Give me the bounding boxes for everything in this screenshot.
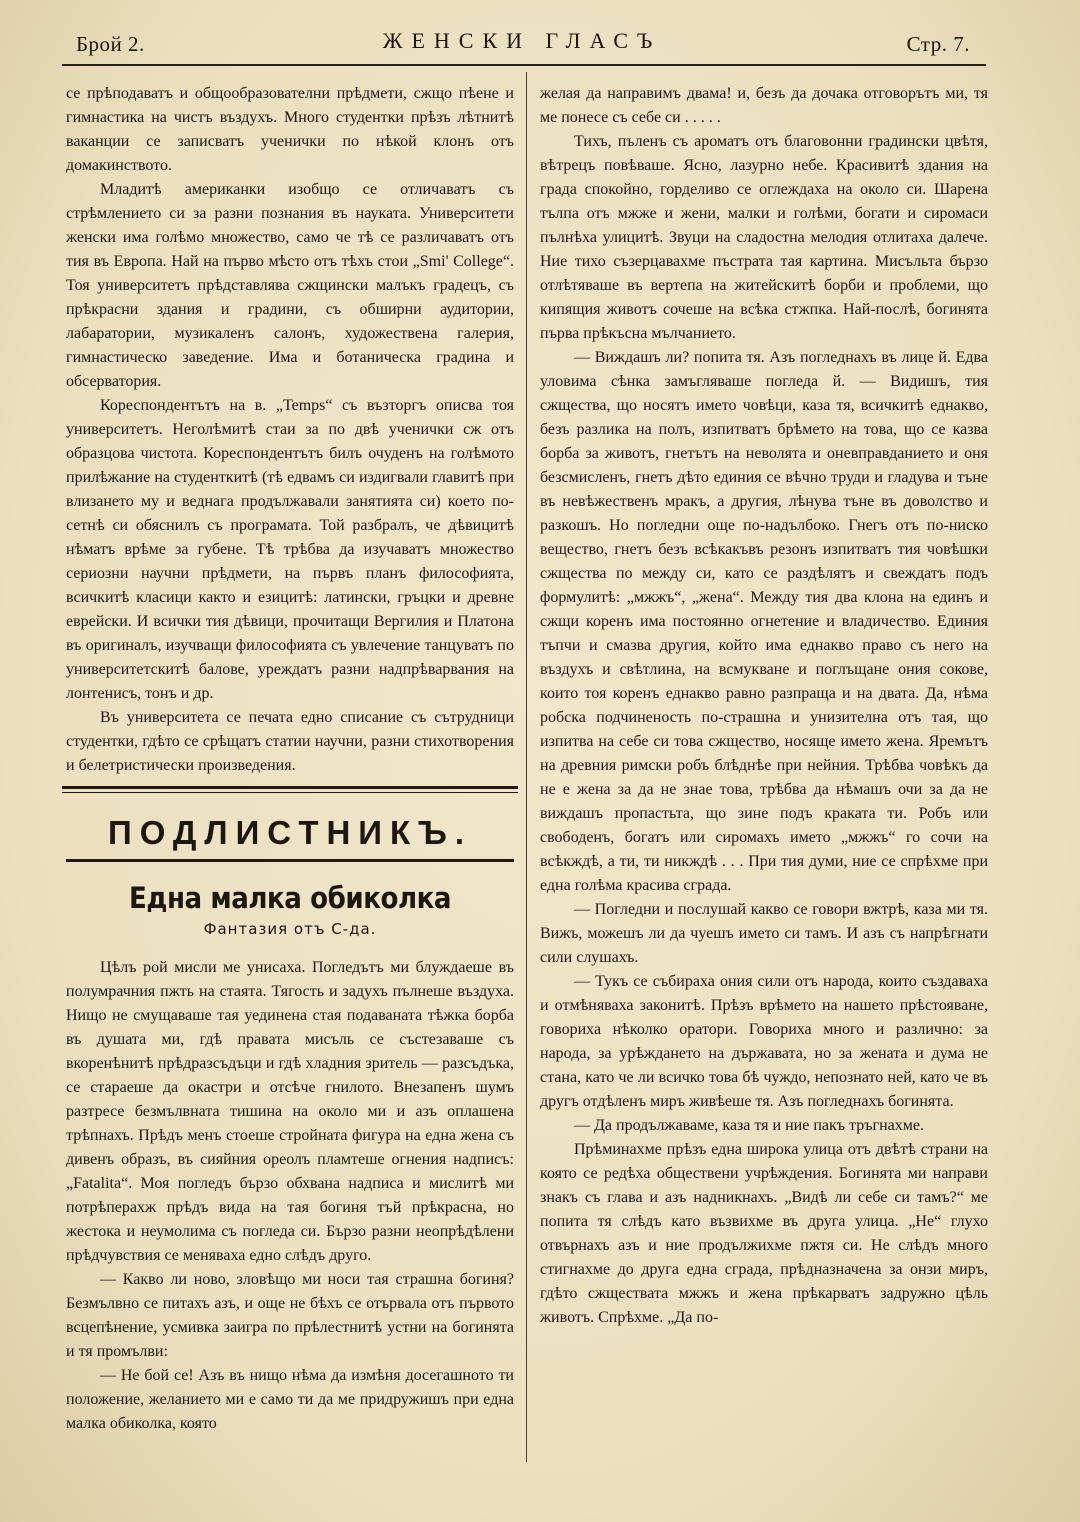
paragraph: — Погледни и послушай какво се говори вжтрѣ, каза ми тя. Вижъ, можешъ ли да чуешъ името си тамъ. И азъ съ напрѣгнати сили слушахъ. — [540, 901, 988, 966]
paragraph: се прѣподаватъ и общообразователни прѣдмети, сжщо пѣене и гимнастика на чистъ въздухъ. Много студентки прѣзъ лѣтнитѣ ваканции се записватъ ученички по нѣкой клонъ отъ домакинството. — [66, 85, 514, 174]
left-column — [66, 82, 514, 1436]
paragraph: — Не бой се! Азъ въ нищо нѣма да измѣня досегашното ти положение, желанието ми е само ти да ме придружишъ при една малка обиколка, която — [66, 1367, 514, 1432]
paragraph: Цѣлъ рой мисли ме унисаха. Погледътъ ми блуждаеше въ полумрачния пжть на стаята. Тягость и задухъ пълнеше въздуха. Нищо не смущаваше тая уединена стая подаваната тѣжка борба въ душата ми, гдѣ правата мисъль се състезаваше съ вкоренѣнитѣ прѣдразсъдъци и гдѣ хладния зритель — разсъдъка, се стараеше да окастри и отсѣче гнилото. Внезапенъ шумъ разтресе безмълвната тишина на около ми и азъ оплашена трѣпнахъ. Прѣдъ менъ стоеше стройната фигура на една жена съ дивенъ образъ, въ сияйния ореолъ пламтеше огнения надписъ: „Fatalita“. Моя погледъ бързо обхвана надписа и мислитѣ ми потрѣперахж прѣдъ вида на тая богиня тъй прѣкрасна, но жестока и неумолима съ погледа си. Бързо разни неопрѣдѣлени прѣдчувствия се меняваха едно слѣдъ друго. — [66, 959, 514, 1264]
story-subtitle: Фантазия отъ С-да. — [203, 920, 377, 938]
paragraph: Тихъ, пъленъ съ ароматъ отъ благовонни градински цвѣтя, вѣтрецъ повѣваше. Ясно, лазурно небе. Красивитѣ здания на града спокойно, горделиво се оглеждаха на около си. Шарена тълпа отъ мжже и жени, малки и голѣми, богати и сиромаси пълнѣха улицитѣ. Звуци на сладостна мелодия отлитаха далече. Ние тихо съзерцавахме пъстрата тая картина. Мисъльта бързо отлѣтяваше въ вертепа на житейскитѣ борби и проблеми, що кипящия животъ сочеше на всѣка стжпка. Най-послѣ, богинята първа прѣкъсна мълчанието. — [540, 133, 988, 342]
issue-number: Брой 2. — [76, 32, 145, 56]
paragraph: Въ университета се печата едно списание съ сътрудници студентки, гдѣто се срѣщатъ статии научни, разни стихотворения и белетристически произведения. — [66, 709, 514, 774]
paragraph: — Тукъ се събираха ония сили отъ народа, които създаваха и отмѣняваха законитѣ. Прѣзъ врѣмето на нашето прѣстояване, говориха нѣколко оратори. Говориха много и различно: за народа, за урѣждането на държавата, но за жената и дума не стана, като че ли всичко това бѣ чуждо, непознато ней, като че въ другъ отдѣленъ миръ живѣеше тя. Азъ погледнахъ богинята. — [540, 973, 988, 1110]
paragraph: — Да продължаваме, каза тя и ние пакъ тръгнахме. — [574, 1117, 924, 1134]
paragraph: желая да направимъ двама! и, безъ да дочака отговорътъ ми, тя ме понесе съ себе си . . . . . — [540, 85, 988, 126]
paragraph: — Виждашъ ли? попита тя. Азъ погледнахъ въ лице й. Едва уловима сѣнка замъгляваше погледа й. — Видишъ, тия сжщества, що носятъ името човѣци, каза тя, всичкитѣ еднакво, безъ разлика на полъ, изпитватъ брѣмето на това, що се казва борба за животъ, гнетътъ на неволята и оневправданието и оня безсмисленъ, гнетъ дѣто единия се вѣчно труди и гладува и тъне въ невѣжественъ мракъ, а другия, лѣнува тъне въ доволство и разкошъ. Но погледни още по-надълбоко. Гнегъ отъ по-ниско вещество, гнетъ безъ всѣкакъвъ резонъ изпитватъ тия човѣшки сжщества по между си, като се раздѣлятъ и свеждатъ подъ формулитѣ: „мжжъ“, „жена“. Между тия два клона на единъ и сжщи коренъ има постоянно огнетение и владичество. Единия тъпчи и смазва другия, който има еднакво право съ него на въздухъ и свѣтлина, на всмукване и поглъщане ония сокове, които тоя коренъ еднакво равно разпраща и на двата. Да, нѣма робска подчиненость по-страшна и унизителна отъ тая, що изпитва на себе си това сжщество, носяще името жена. Яремътъ на древния римски робъ блѣднѣе при нейния. Трѣбва човѣкъ да не е жена за да не знае това, трѣбва да нѣмашъ очи за да не виждашъ пропастьта, що зине подъ краката ти. Робъ или свободенъ, богатъ или сиромахъ името „мжжъ“ го сочи на всѣкждѣ, а ти, ти никждѣ . . . При тия думи, ние се спрѣхме при една голѣма красива сграда. — [540, 349, 988, 894]
page-number: Стр. 7. — [906, 32, 970, 56]
right-column — [540, 82, 988, 1330]
column-divider — [526, 72, 527, 1462]
header-rule — [62, 64, 986, 66]
paragraph: — Какво ли ново, зловѣщо ми носи тая страшна богиня? Безмълвно се питахъ азъ, и още не бѣхъ се отървала отъ първото всцепѣнение, усмивка заигра по прѣлестнитѣ устни на богинята и тя промълви: — [66, 1271, 514, 1360]
page-header — [62, 28, 982, 62]
story-title: Една малка обиколка — [128, 881, 452, 915]
paragraph: Младитѣ американки изобщо се отличаватъ съ стрѣмлението си за разни познания въ науката. Университети женски има голѣмо множество, само че тѣ се различаватъ отъ тия въ Европа. Най на първо мѣсто отъ тѣхъ стои „Smi' College“. Тоя университетъ прѣдставлява сжщински малъкъ градецъ, съ прѣкрасни здания и градини, съ обширни аудитории, лабаратории, музикаленъ салонъ, художествена галерия, гимнастическо заведение. Има и ботаническа градина и обсерватория. — [66, 181, 514, 390]
section-rule — [66, 859, 514, 862]
newspaper-title: ЖЕНСКИ ГЛАСЪ — [382, 28, 662, 53]
paragraph: Прѣминахме прѣзъ една широка улица отъ двѣтѣ страни на която се редѣха обществени учрѣждения. Богинята ми направи знакъ съ глава и азъ надникнахъ. „Видѣ ли себе си тамъ?“ ме попита тя слѣдъ като възвихме въ друга улица. „Не“ глухо отвърнахъ азъ и ние продължихме пжтя си. Не слѣдъ много стигнахме до друга една сграда, прѣдназначена за онзи миръ, гдѣто сжществата мжжъ и жена прѣкарватъ задружно цѣль животъ. Спрѣхме. „Да по- — [540, 1141, 988, 1326]
section-rule — [62, 786, 518, 793]
paragraph: Кореспондентътъ на в. „Temps“ съ възторгъ описва тоя университетъ. Неголѣмитѣ стаи за по двѣ ученички сж отъ образцова чистота. Кореспондентътъ билъ очуденъ на голѣмото прилѣжание на студенткитѣ (тѣ едвамъ си издигвали главитѣ при влизането му и веднага продължавали занятията си) което по-сетнѣ си обяснилъ съ програмата. Той разбралъ, че дѣвицитѣ нѣматъ врѣме за губене. Тѣ трѣбва да изучаватъ множество сериозни научни прѣдмети, на първъ планъ философията, всичкитѣ класици както и езицитѣ: латински, гръцки и древне еврейски. И всички тия дѣвици, прочитащи Вергилия и Платона въ оригиналъ, изучващи философията съ увлечение танцуватъ по университетскитѣ балове, уреждатъ разни надпрѣварвания на лонтенисъ, тонъ и др. — [66, 397, 514, 702]
section-heading-feuilleton: ПОДЛИСТНИКЪ. — [107, 814, 473, 851]
